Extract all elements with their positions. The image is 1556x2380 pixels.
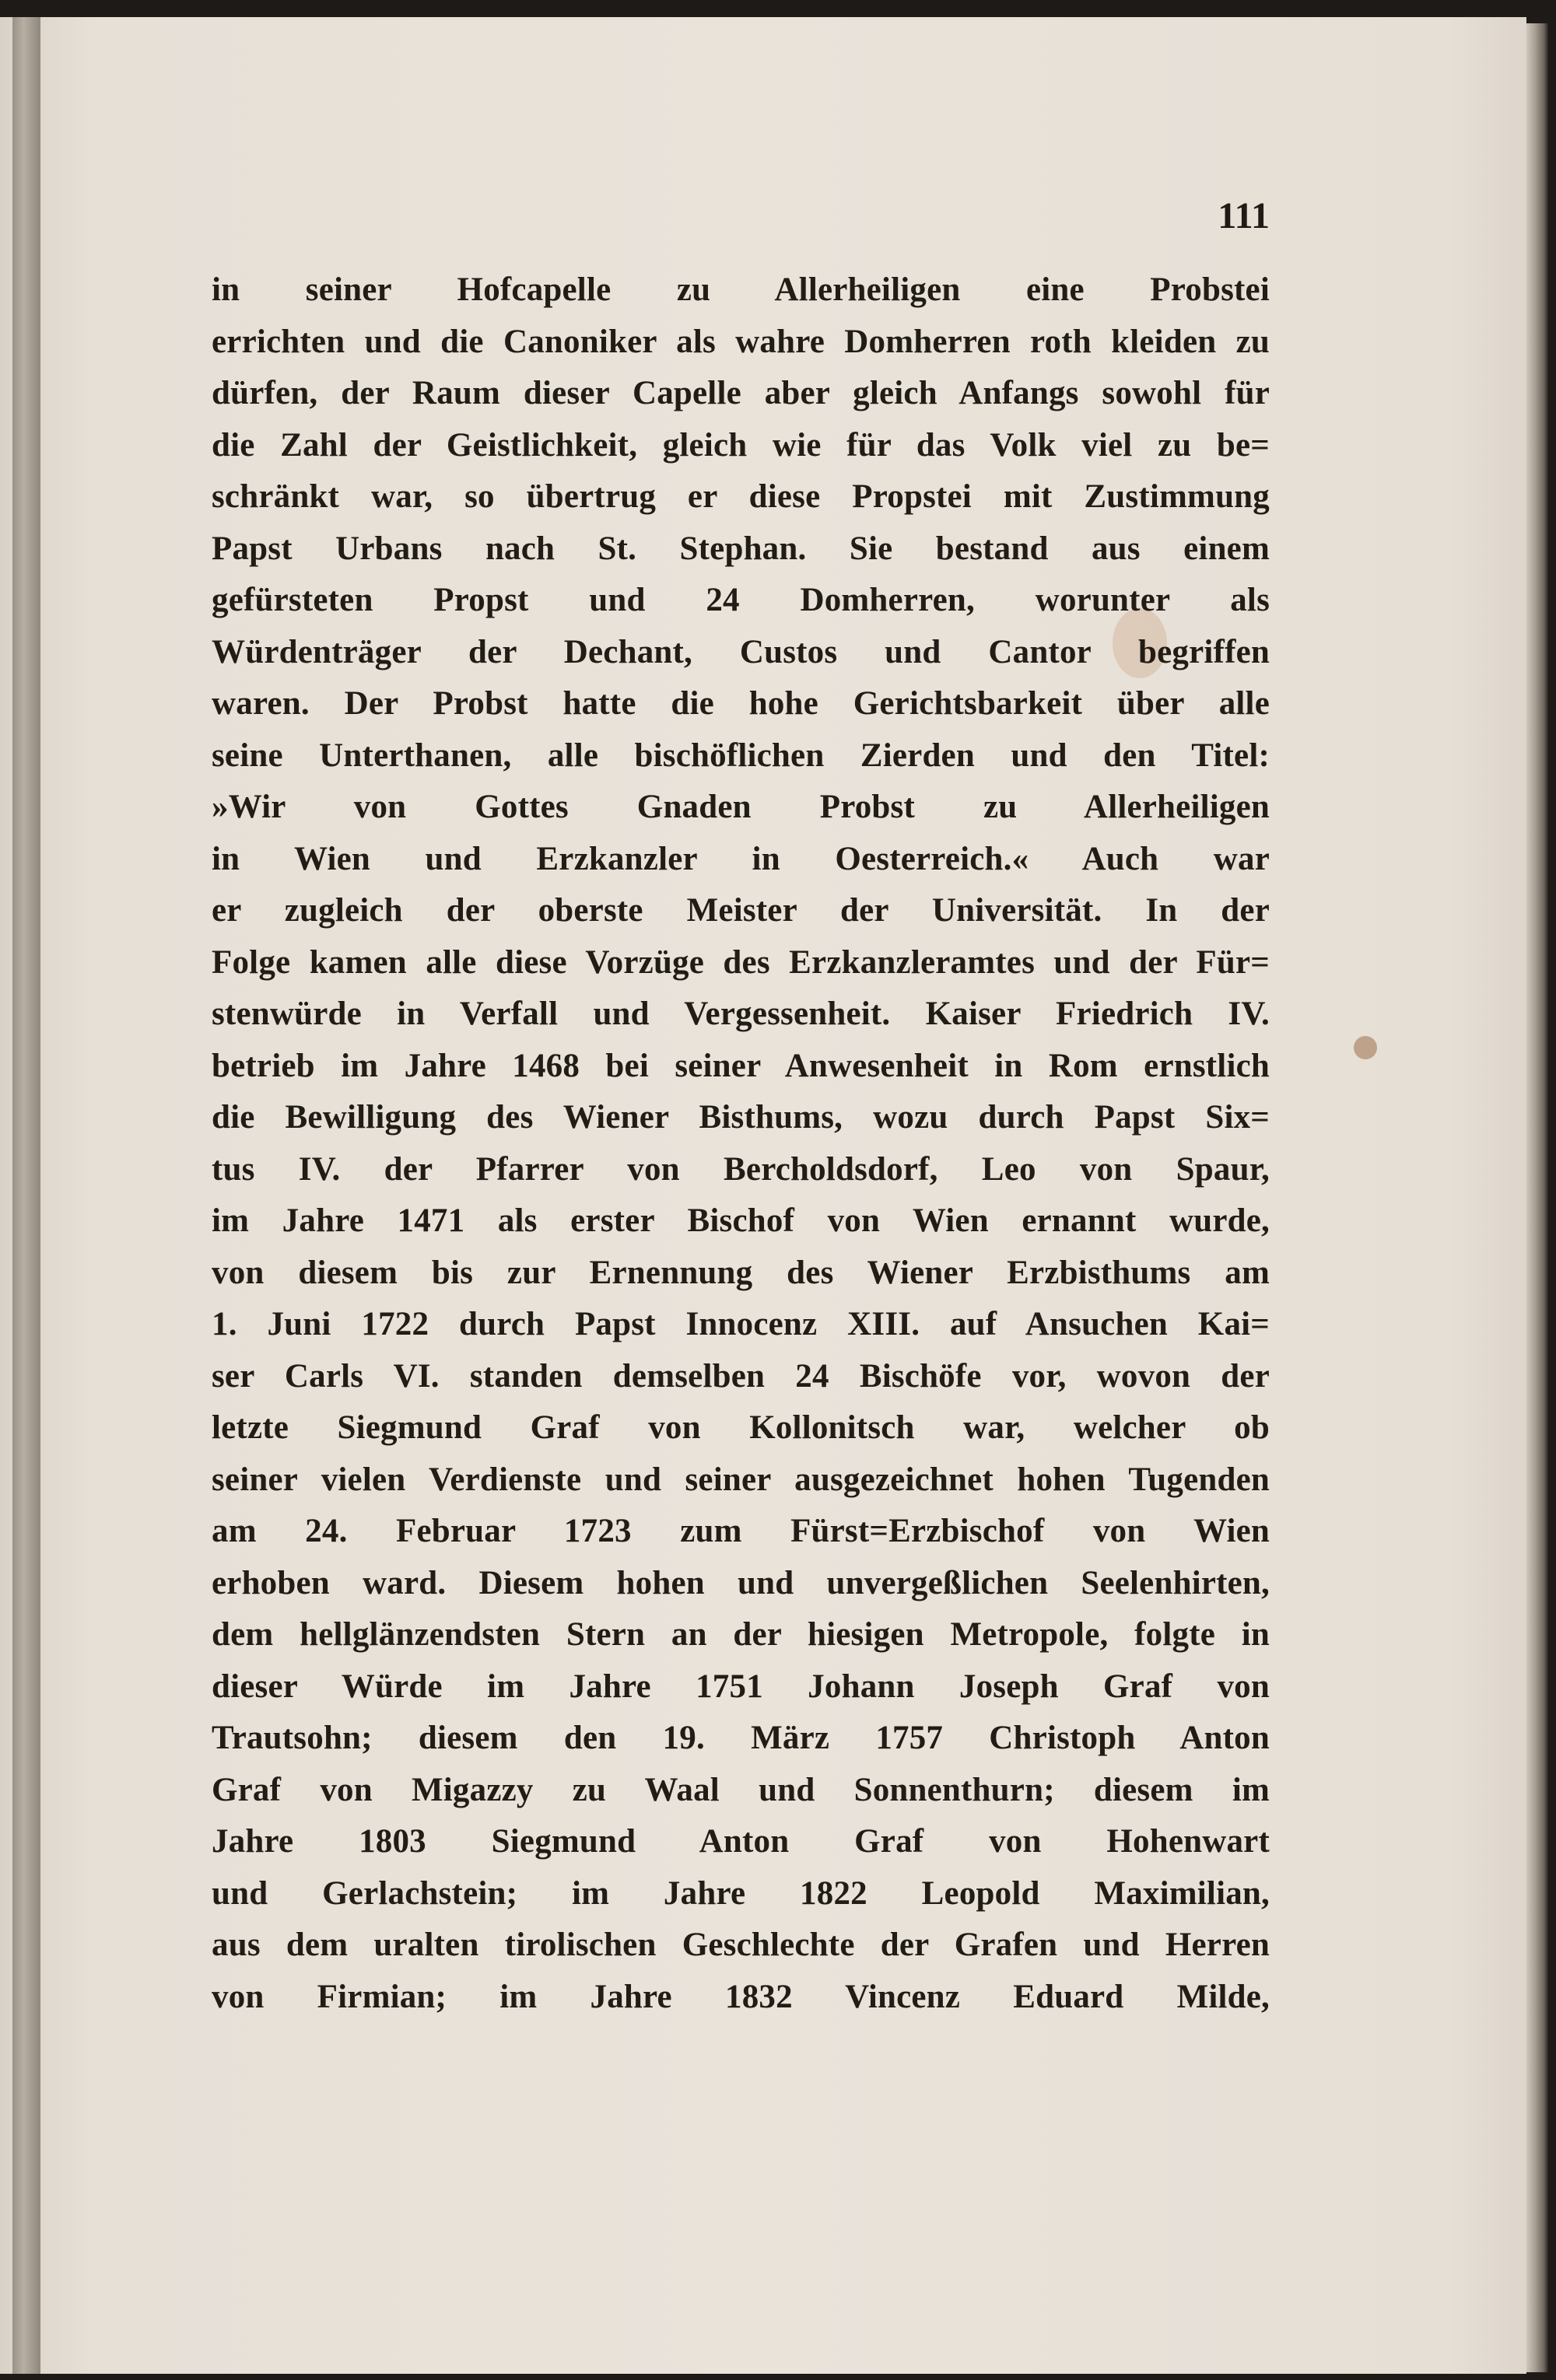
text-line: schränkt war, so übertrug er diese Propstei mit Zustimmung xyxy=(212,478,1270,515)
text-line: betrieb im Jahre 1468 bei seiner Anwesenheit in Rom ernstlich xyxy=(212,1047,1270,1084)
text-line: dieser Würde im Jahre 1751 Johann Joseph Graf von xyxy=(212,1668,1270,1705)
text-line: die Bewilligung des Wiener Bisthums, wozu durch Papst Six= xyxy=(212,1099,1270,1136)
text-line: ser Carls VI. standen demselben 24 Bischöfe vor, wovon der xyxy=(212,1357,1270,1395)
text-line: dürfen, der Raum dieser Capelle aber gleich Anfangs sowohl für xyxy=(212,375,1270,411)
text-line: Graf von Migazzy zu Waal und Sonnenthurn; diesem im xyxy=(212,1771,1270,1808)
text-line: seiner vielen Verdienste und seiner ausgezeichnet hohen Tugenden xyxy=(212,1461,1270,1498)
text-line: Jahre 1803 Siegmund Anton Graf von Hohenwart xyxy=(212,1823,1270,1860)
text-line: dem hellglänzendsten Stern an der hiesigen Metropole, folgte in xyxy=(212,1616,1270,1653)
text-line: die Zahl der Geistlichkeit, gleich wie für das Volk viel zu be= xyxy=(212,426,1270,464)
text-line: aus dem uralten tirolischen Geschlechte der Grafen und Herren xyxy=(212,1927,1270,1963)
text-line: erhoben ward. Diesem hohen und unvergeßlichen Seelenhirten, xyxy=(212,1564,1270,1601)
text-line: errichten und die Canoniker als wahre Domherren roth kleiden zu xyxy=(212,323,1270,360)
text-line: Trautsohn; diesem den 19. März 1757 Christoph Anton xyxy=(212,1720,1270,1756)
text-line: er zugleich der oberste Meister der Universität. In der xyxy=(212,892,1270,929)
text-line: waren. Der Probst hatte die hohe Gerichtsbarkeit über alle xyxy=(212,685,1270,722)
text-line: in seiner Hofcapelle zu Allerheiligen eine Probstei xyxy=(212,271,1270,308)
text-line: in Wien und Erzkanzler in Oesterreich.« Auch war xyxy=(212,840,1270,877)
text-line: 1. Juni 1722 durch Papst Innocenz XIII. auf Ansuchen Kai= xyxy=(212,1306,1270,1342)
text-line: stenwürde in Verfall und Vergessenheit. Kaiser Friedrich IV. xyxy=(212,996,1270,1032)
body-text xyxy=(212,264,1270,2023)
text-line: von Firmian; im Jahre 1832 Vincenz Eduard Milde, xyxy=(212,1978,1270,2015)
page-number: 111 xyxy=(1218,195,1270,236)
text-line: am 24. Februar 1723 zum Fürst=Erzbischof von Wien xyxy=(212,1513,1270,1549)
text-line: und Gerlachstein; im Jahre 1822 Leopold Maximilian, xyxy=(212,1874,1270,1912)
text-line: letzte Siegmund Graf von Kollonitsch war, welcher ob xyxy=(212,1409,1270,1446)
page-edges xyxy=(1526,23,1548,2372)
text-line: seine Unterthanen, alle bischöflichen Zierden und den Titel: xyxy=(212,737,1270,774)
text-line: tus IV. der Pfarrer von Bercholdsdorf, Leo von Spaur, xyxy=(212,1150,1270,1188)
text-line: »Wir von Gottes Gnaden Probst zu Allerheiligen xyxy=(212,789,1270,825)
text-line: im Jahre 1471 als erster Bischof von Wien ernannt wurde, xyxy=(212,1202,1270,1239)
text-line: Papst Urbans nach St. Stephan. Sie bestand aus einem xyxy=(212,530,1270,567)
paper-stain xyxy=(1354,1036,1377,1059)
text-line: gefürsteten Propst und 24 Domherren, worunter als xyxy=(212,582,1270,618)
text-line: von diesem bis zur Ernennung des Wiener Erzbisthums am xyxy=(212,1254,1270,1291)
text-line: Würdenträger der Dechant, Custos und Cantor begriffen xyxy=(212,633,1270,670)
text-line: Folge kamen alle diese Vorzüge des Erzkanzleramtes und der Für= xyxy=(212,943,1270,981)
binding-edge xyxy=(12,17,40,2374)
